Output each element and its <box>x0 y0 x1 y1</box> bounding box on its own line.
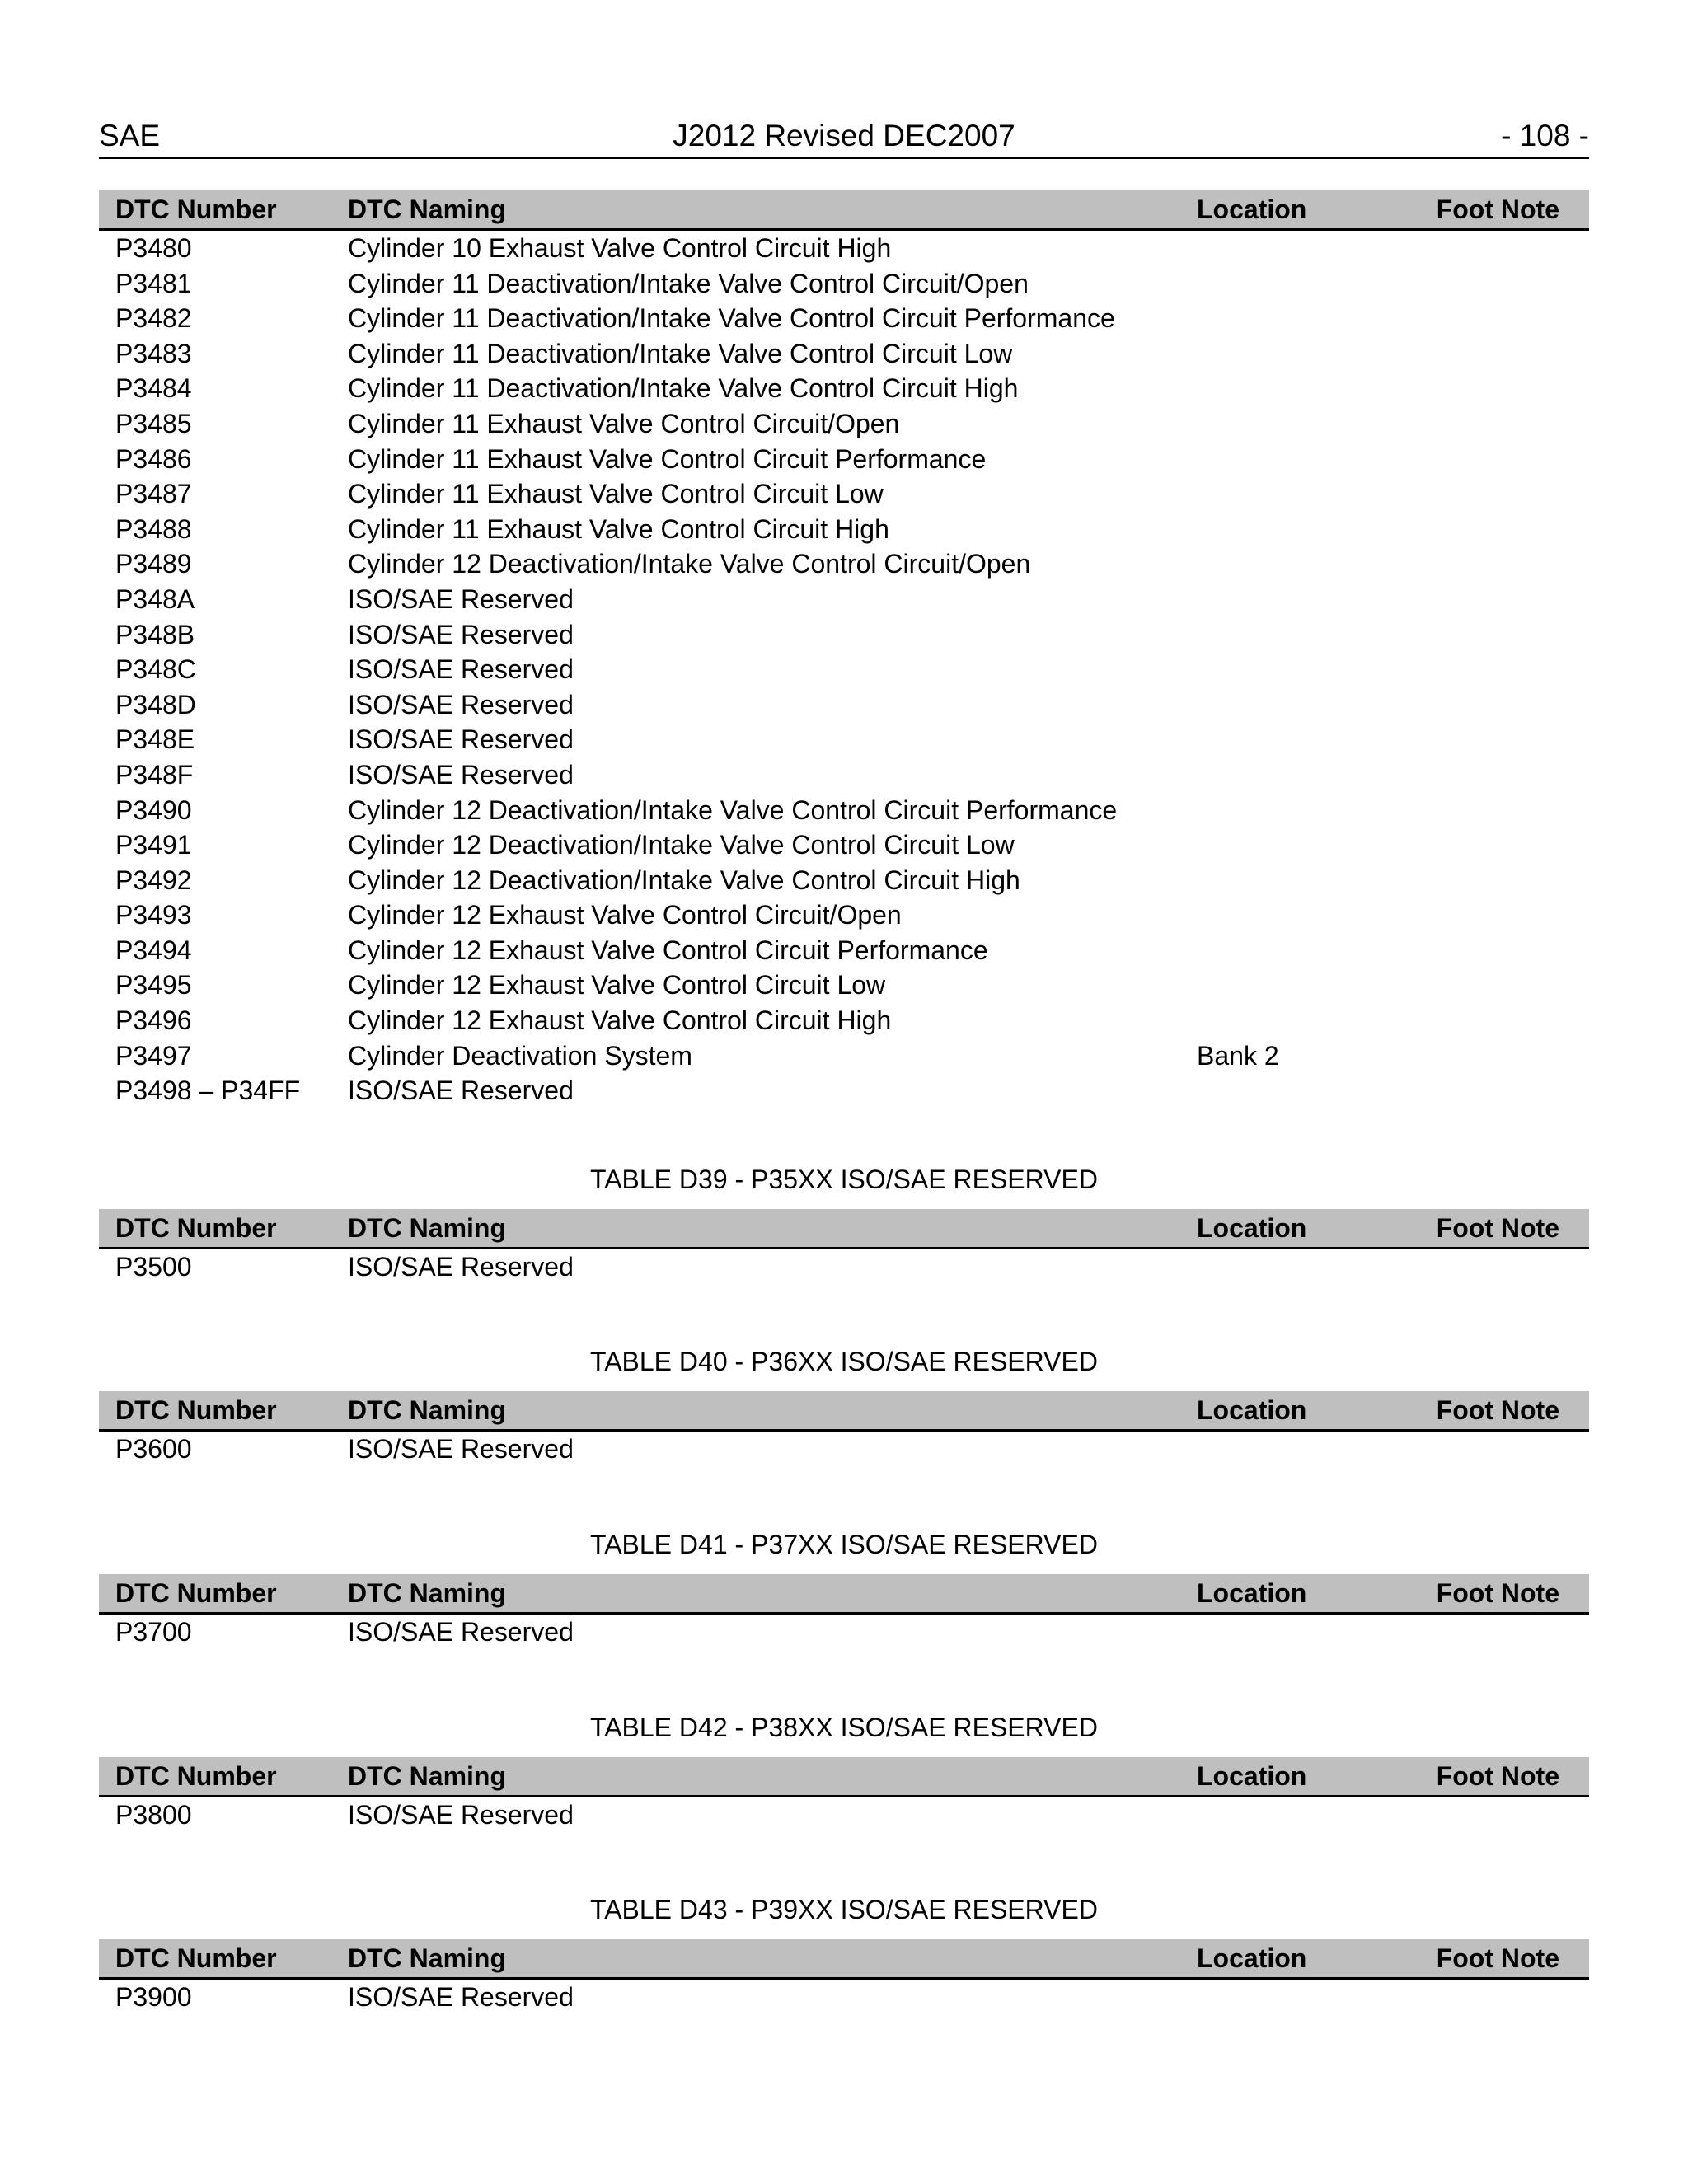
location-cell <box>1180 652 1416 687</box>
dtc-number-cell: P3500 <box>115 1251 192 1282</box>
column-header-dtc-naming: DTC Naming <box>331 1209 1180 1249</box>
header-page-number: - 108 - <box>1501 119 1589 152</box>
dtc-naming-cell: ISO/SAE Reserved <box>348 689 574 719</box>
dtc-number-cell: P3482 <box>115 303 192 334</box>
foot-note-cell <box>1416 757 1589 793</box>
dtc-table <box>99 1939 1589 2015</box>
table-row <box>99 512 1589 547</box>
location-cell: Bank 2 <box>1197 1040 1279 1071</box>
page-header <box>99 115 1589 159</box>
dtc-number-cell: P3490 <box>115 794 192 825</box>
column-header-foot-note: Foot Note <box>1416 1757 1589 1797</box>
location-cell <box>1180 442 1416 477</box>
table-caption: TABLE D40 - P36XX ISO/SAE RESERVED <box>590 1347 1098 1377</box>
column-header-location: Location <box>1180 1574 1416 1614</box>
table-header-row <box>99 1757 1589 1797</box>
table-row <box>99 476 1589 512</box>
table-row <box>99 1073 1589 1108</box>
foot-note-cell <box>1416 1073 1589 1108</box>
dtc-number-cell: P3600 <box>115 1434 192 1465</box>
dtc-table <box>99 1757 1589 1833</box>
foot-note-cell <box>1416 827 1589 863</box>
column-header-location: Location <box>1180 1757 1416 1797</box>
dtc-number-cell: P348E <box>115 724 195 755</box>
table-row <box>99 793 1589 828</box>
column-header-foot-note: Foot Note <box>1416 1939 1589 1979</box>
location-cell <box>1180 1003 1416 1038</box>
foot-note-cell <box>1416 546 1589 582</box>
column-header-location: Location <box>1180 1939 1416 1979</box>
location-cell <box>1180 336 1416 372</box>
dtc-naming-cell: Cylinder 12 Deactivation/Intake Valve Control Circuit/Open <box>348 549 1031 579</box>
table-row <box>99 406 1589 442</box>
table-row <box>99 617 1589 653</box>
foot-note-cell <box>1416 442 1589 477</box>
dtc-number-cell: P3481 <box>115 268 192 298</box>
table-header-row <box>99 1574 1589 1614</box>
location-cell <box>1180 933 1416 968</box>
dtc-naming-cell: ISO/SAE Reserved <box>348 1076 574 1106</box>
dtc-naming-cell: Cylinder 12 Exhaust Valve Control Circuit High <box>348 1005 892 1036</box>
foot-note-cell <box>1416 512 1589 547</box>
table-header-row <box>99 1209 1589 1249</box>
location-cell <box>1180 546 1416 582</box>
table-row <box>99 863 1589 898</box>
dtc-number-cell: P3483 <box>115 338 192 368</box>
location-cell <box>1180 1614 1416 1650</box>
column-header-dtc-number: DTC Number <box>99 1391 331 1431</box>
foot-note-cell <box>1416 266 1589 302</box>
table-row <box>99 1038 1589 1074</box>
dtc-number-cell: P3488 <box>115 513 192 544</box>
dtc-number-cell: P3485 <box>115 408 192 438</box>
table-caption: TABLE D42 - P38XX ISO/SAE RESERVED <box>590 1712 1098 1742</box>
dtc-naming-cell: Cylinder 11 Exhaust Valve Control Circuit Low <box>348 479 884 509</box>
dtc-number-cell: P3480 <box>115 233 192 263</box>
table-row <box>99 722 1589 757</box>
column-header-location: Location <box>1180 1209 1416 1249</box>
foot-note-cell <box>1416 406 1589 442</box>
dtc-naming-cell: Cylinder 11 Exhaust Valve Control Circuit/Open <box>348 408 900 438</box>
dtc-naming-cell: ISO/SAE Reserved <box>348 1434 574 1465</box>
foot-note-cell <box>1416 722 1589 757</box>
location-cell <box>1180 371 1416 406</box>
dtc-number-cell: P3487 <box>115 479 192 509</box>
dtc-naming-cell: Cylinder 12 Deactivation/Intake Valve Control Circuit Low <box>348 830 1015 860</box>
foot-note-cell <box>1416 793 1589 828</box>
dtc-naming-cell: Cylinder 12 Deactivation/Intake Valve Control Circuit Performance <box>348 794 1118 825</box>
dtc-naming-cell: Cylinder 12 Exhaust Valve Control Circuit Low <box>348 970 886 1001</box>
dtc-naming-cell: Cylinder 11 Exhaust Valve Control Circuit High <box>348 513 889 544</box>
location-cell <box>1180 266 1416 302</box>
table-row <box>99 1796 1589 1832</box>
location-cell <box>1180 406 1416 442</box>
table-row <box>99 266 1589 302</box>
foot-note-cell <box>1416 1038 1589 1074</box>
column-header-dtc-naming: DTC Naming <box>331 1391 1180 1431</box>
dtc-number-cell: P348D <box>115 689 196 719</box>
dtc-number-cell: P348C <box>115 654 196 685</box>
table-row <box>99 933 1589 968</box>
dtc-number-cell: P3497 <box>115 1040 192 1071</box>
foot-note-cell <box>1416 968 1589 1003</box>
foot-note-cell <box>1416 582 1589 617</box>
location-cell <box>1180 617 1416 653</box>
dtc-number-cell: P3489 <box>115 549 192 579</box>
dtc-number-cell: P3491 <box>115 830 192 860</box>
dtc-naming-cell: ISO/SAE Reserved <box>348 1799 574 1830</box>
column-header-location: Location <box>1180 190 1416 230</box>
foot-note-cell <box>1416 898 1589 933</box>
column-header-dtc-naming: DTC Naming <box>331 1757 1180 1797</box>
dtc-naming-cell: ISO/SAE Reserved <box>348 1251 574 1282</box>
dtc-number-cell: P3492 <box>115 865 192 895</box>
dtc-number-cell: P3700 <box>115 1617 192 1647</box>
location-cell <box>1180 1979 1416 2015</box>
dtc-number-cell: P348F <box>115 759 194 790</box>
location-cell <box>1180 512 1416 547</box>
location-cell <box>1180 476 1416 512</box>
document-page <box>99 115 1589 2015</box>
foot-note-cell <box>1416 933 1589 968</box>
table-row <box>99 336 1589 372</box>
table-row <box>99 968 1589 1003</box>
column-header-location: Location <box>1180 1391 1416 1431</box>
table-row <box>99 371 1589 406</box>
foot-note-cell <box>1416 863 1589 898</box>
dtc-naming-cell: ISO/SAE Reserved <box>348 1982 574 2013</box>
table-row <box>99 687 1589 723</box>
dtc-number-cell: P348A <box>115 583 195 614</box>
column-header-foot-note: Foot Note <box>1416 190 1589 230</box>
foot-note-cell <box>1416 476 1589 512</box>
foot-note-cell <box>1416 371 1589 406</box>
dtc-number-cell: P3800 <box>115 1799 192 1830</box>
dtc-naming-cell: Cylinder 10 Exhaust Valve Control Circuit High <box>348 233 892 263</box>
foot-note-cell <box>1416 1979 1589 2015</box>
table-caption: TABLE D39 - P35XX ISO/SAE RESERVED <box>590 1164 1098 1194</box>
table-caption: TABLE D41 - P37XX ISO/SAE RESERVED <box>590 1530 1098 1560</box>
location-cell <box>1180 1431 1416 1467</box>
location-cell <box>1180 582 1416 617</box>
table-caption: TABLE D43 - P39XX ISO/SAE RESERVED <box>590 1895 1098 1925</box>
dtc-naming-cell: Cylinder 12 Exhaust Valve Control Circuit/Open <box>348 900 902 930</box>
dtc-naming-cell: ISO/SAE Reserved <box>348 759 574 790</box>
foot-note-cell <box>1416 230 1589 266</box>
column-header-dtc-naming: DTC Naming <box>331 190 1180 230</box>
dtc-naming-cell: Cylinder 12 Exhaust Valve Control Circuit Performance <box>348 935 988 965</box>
dtc-number-cell: P3484 <box>115 373 192 404</box>
foot-note-cell <box>1416 687 1589 723</box>
table-row <box>99 1614 1589 1650</box>
dtc-naming-cell: Cylinder 11 Deactivation/Intake Valve Control Circuit Performance <box>348 303 1115 334</box>
table-row <box>99 582 1589 617</box>
location-cell <box>1180 757 1416 793</box>
table-row <box>99 546 1589 582</box>
dtc-naming-cell: Cylinder 11 Deactivation/Intake Valve Control Circuit/Open <box>348 268 1029 298</box>
dtc-naming-cell: ISO/SAE Reserved <box>348 583 574 614</box>
column-header-dtc-naming: DTC Naming <box>331 1574 1180 1614</box>
location-cell <box>1180 722 1416 757</box>
location-cell <box>1180 827 1416 863</box>
dtc-naming-cell: ISO/SAE Reserved <box>348 1617 574 1647</box>
dtc-naming-cell: ISO/SAE Reserved <box>348 619 574 649</box>
dtc-table <box>99 190 1589 1108</box>
table-header-row <box>99 190 1589 230</box>
location-cell <box>1180 301 1416 336</box>
column-header-dtc-number: DTC Number <box>99 1209 331 1249</box>
column-header-dtc-naming: DTC Naming <box>331 1939 1180 1979</box>
dtc-table <box>99 1391 1589 1467</box>
location-cell <box>1180 1796 1416 1832</box>
location-cell <box>1180 230 1416 266</box>
table-row <box>99 301 1589 336</box>
foot-note-cell <box>1416 1431 1589 1467</box>
dtc-naming-cell: Cylinder 11 Deactivation/Intake Valve Control Circuit Low <box>348 338 1013 368</box>
dtc-naming-cell: ISO/SAE Reserved <box>348 724 574 755</box>
dtc-number-cell: P3495 <box>115 970 192 1001</box>
dtc-table <box>99 1209 1589 1285</box>
location-cell <box>1180 1248 1416 1284</box>
column-header-dtc-number: DTC Number <box>99 1939 331 1979</box>
location-cell <box>1180 1073 1416 1108</box>
dtc-naming-cell: Cylinder 12 Deactivation/Intake Valve Control Circuit High <box>348 865 1020 895</box>
foot-note-cell <box>1416 1248 1589 1284</box>
foot-note-cell <box>1416 301 1589 336</box>
dtc-naming-cell: Cylinder 11 Deactivation/Intake Valve Control Circuit High <box>348 373 1019 404</box>
location-cell <box>1180 898 1416 933</box>
column-header-foot-note: Foot Note <box>1416 1574 1589 1614</box>
foot-note-cell <box>1416 1796 1589 1832</box>
location-cell <box>1180 968 1416 1003</box>
column-header-foot-note: Foot Note <box>1416 1209 1589 1249</box>
dtc-table <box>99 1574 1589 1650</box>
column-header-dtc-number: DTC Number <box>99 1574 331 1614</box>
table-row <box>99 1979 1589 2015</box>
foot-note-cell <box>1416 1614 1589 1650</box>
header-document-id: J2012 Revised DEC2007 <box>673 119 1015 152</box>
column-header-dtc-number: DTC Number <box>99 190 331 230</box>
location-cell <box>1180 687 1416 723</box>
location-cell <box>1180 863 1416 898</box>
table-header-row <box>99 1391 1589 1431</box>
table-row <box>99 230 1589 266</box>
table-row <box>99 757 1589 793</box>
table-header-row <box>99 1939 1589 1979</box>
table-row <box>99 652 1589 687</box>
header-org: SAE <box>99 119 161 152</box>
dtc-number-cell: P3493 <box>115 900 192 930</box>
table-row <box>99 1003 1589 1038</box>
dtc-number-cell: P3496 <box>115 1005 192 1036</box>
location-cell <box>1180 793 1416 828</box>
column-header-dtc-number: DTC Number <box>99 1757 331 1797</box>
dtc-naming-cell: Cylinder Deactivation System <box>348 1040 692 1071</box>
dtc-number-cell: P348B <box>115 619 195 649</box>
dtc-naming-cell: ISO/SAE Reserved <box>348 654 574 685</box>
dtc-number-cell: P3498 – P34FF <box>115 1076 301 1106</box>
dtc-number-cell: P3486 <box>115 443 192 474</box>
foot-note-cell <box>1416 652 1589 687</box>
dtc-tables <box>99 190 1589 2015</box>
table-row <box>99 1248 1589 1284</box>
column-header-foot-note: Foot Note <box>1416 1391 1589 1431</box>
table-row <box>99 1431 1589 1467</box>
table-row <box>99 827 1589 863</box>
dtc-number-cell: P3900 <box>115 1982 192 2013</box>
foot-note-cell <box>1416 1003 1589 1038</box>
foot-note-cell <box>1416 617 1589 653</box>
dtc-naming-cell: Cylinder 11 Exhaust Valve Control Circuit Performance <box>348 443 987 474</box>
foot-note-cell <box>1416 336 1589 372</box>
table-row <box>99 898 1589 933</box>
table-row <box>99 442 1589 477</box>
dtc-number-cell: P3494 <box>115 935 192 965</box>
